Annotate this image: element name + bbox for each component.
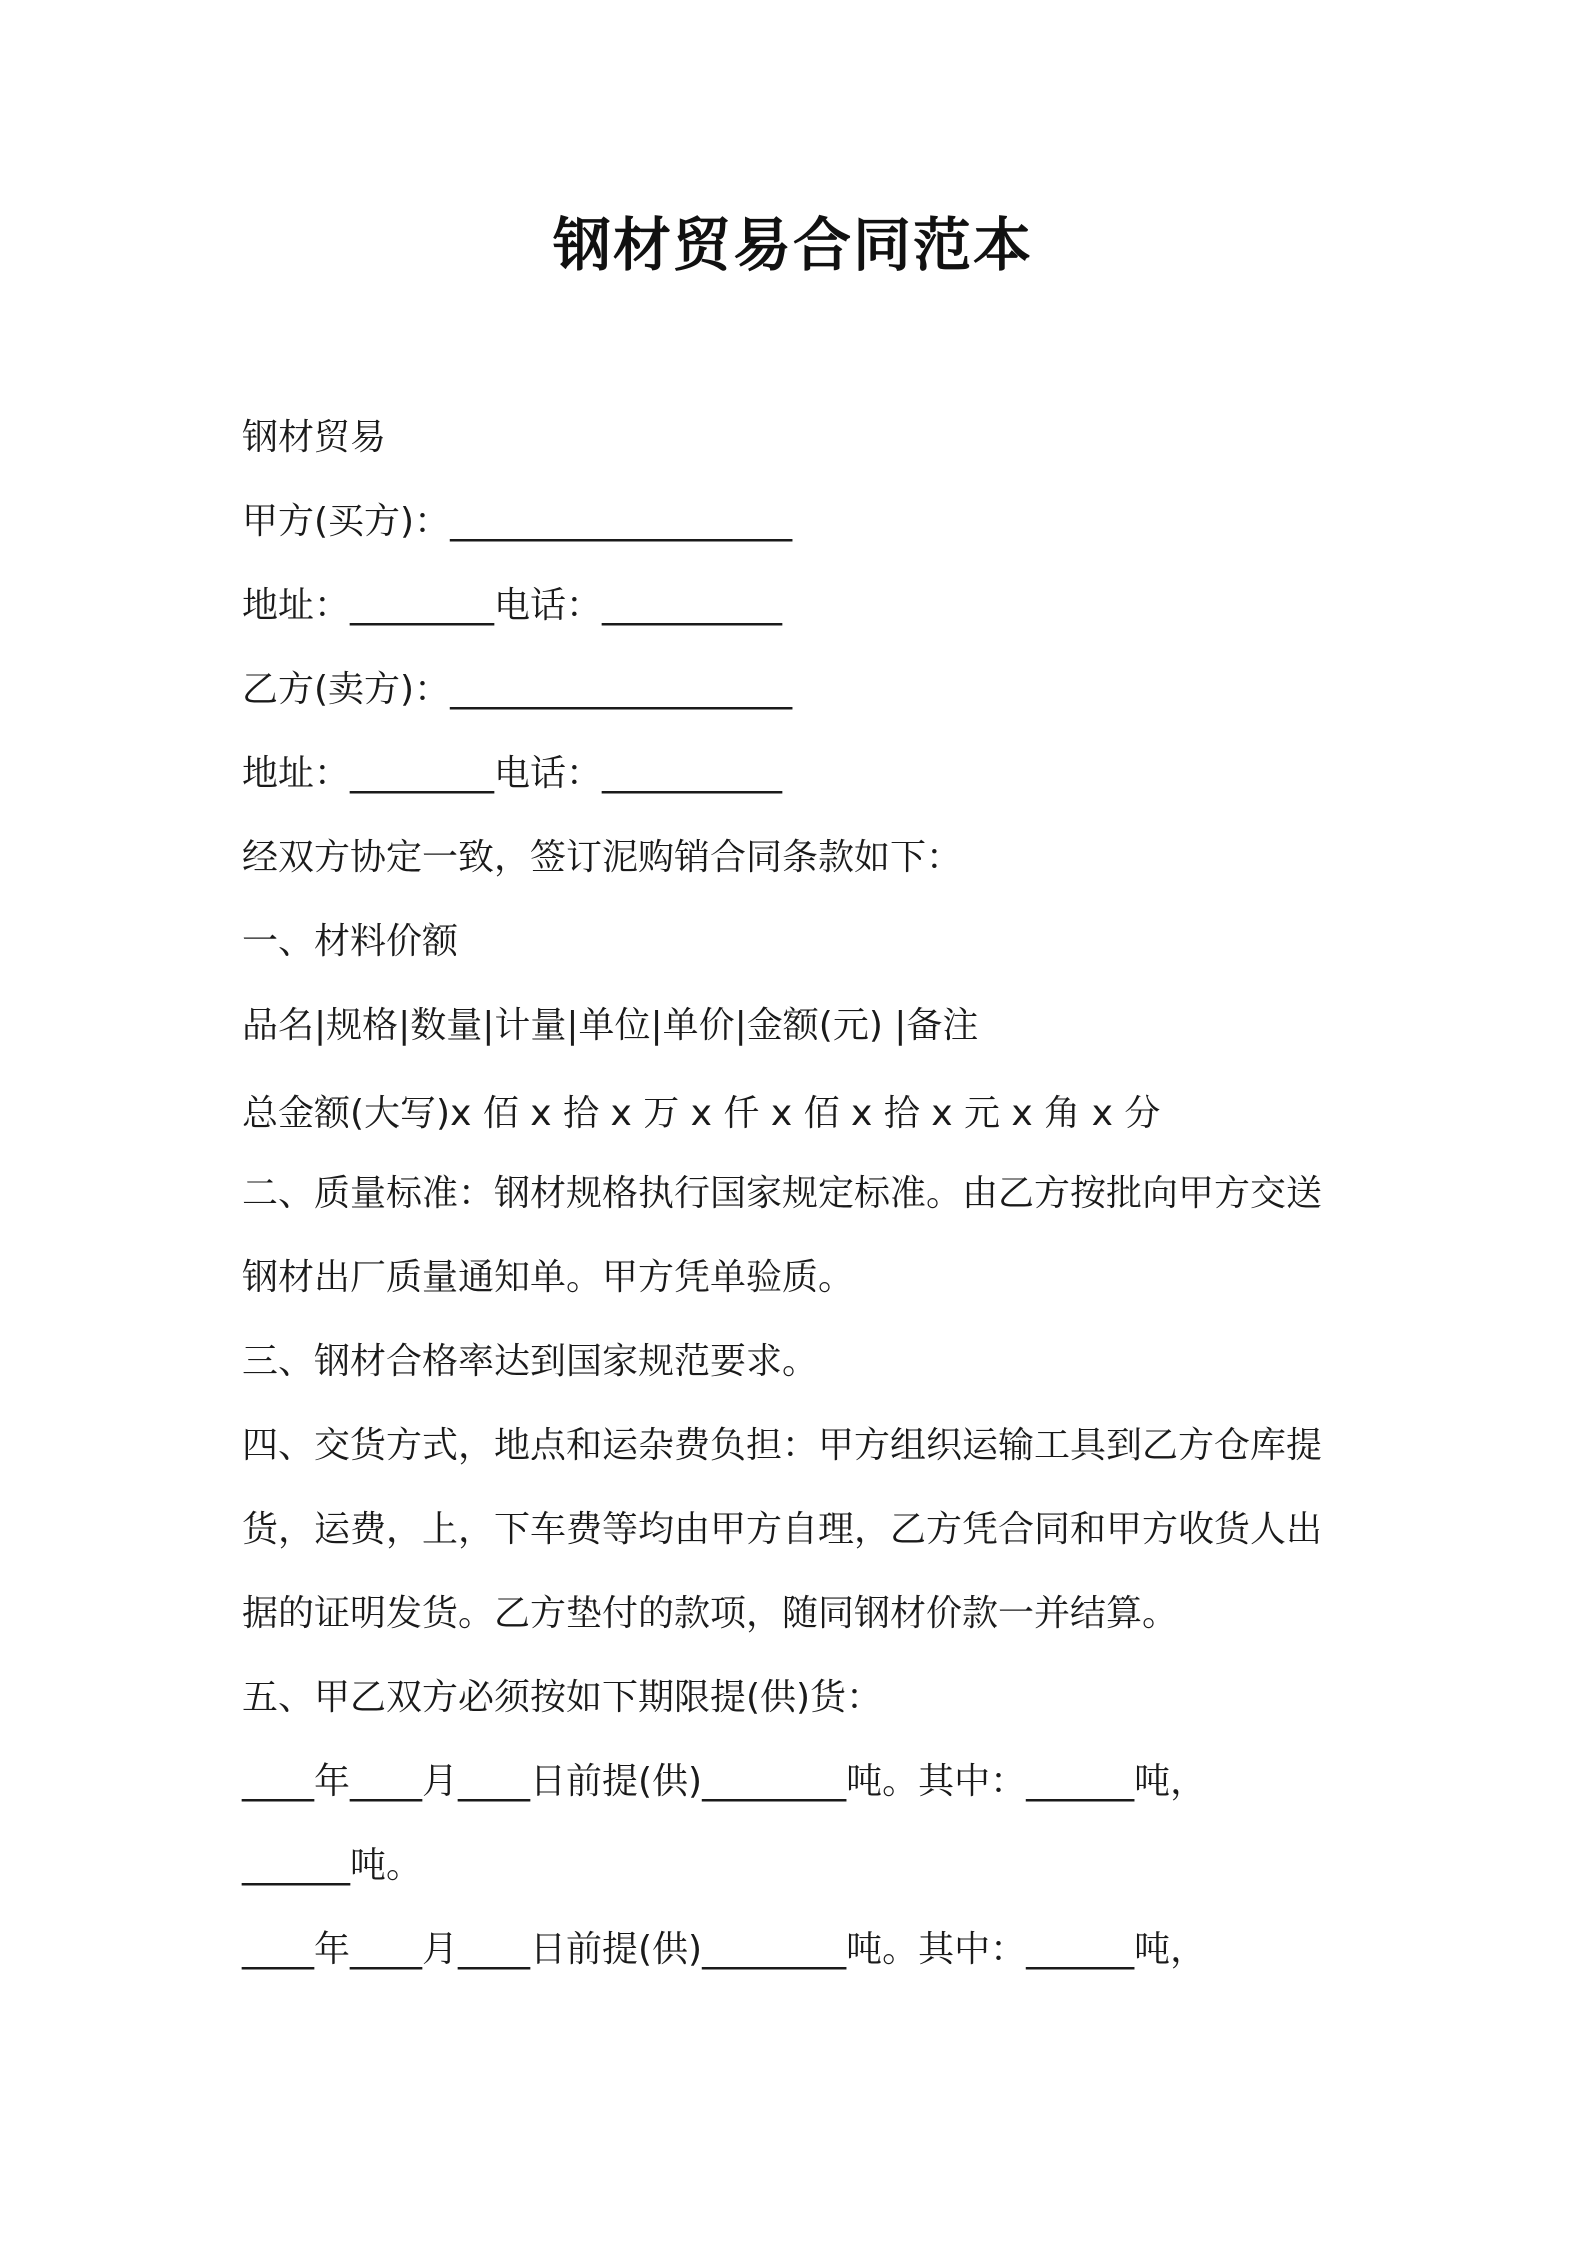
clause-4-line-3: 据的证明发货。乙方垫付的款项，随同钢材价款一并结算。 [242, 1593, 1179, 1634]
total-amount-line: 总金额(大写)x 佰 x 拾 x 万 x 仟 x 佰 x 拾 x 元 x 角 x 分 [242, 1093, 1161, 1134]
party-a-contact-line: 地址：________电话：__________ [242, 585, 783, 626]
document-title: 钢材贸易合同范本 [552, 211, 1033, 279]
delivery-schedule-1-cont: ______吨。 [242, 1845, 423, 1886]
party-b-contact-line: 地址：________电话：__________ [242, 753, 783, 794]
delivery-schedule-1: ____年____月____日前提(供)________吨。其中：______吨， [242, 1761, 1207, 1802]
clause-2-line-1: 二、质量标准：钢材规格执行国家规定标准。由乙方按批向甲方交送 [242, 1173, 1323, 1214]
clause-4-line-1: 四、交货方式，地点和运杂费负担：甲方组织运输工具到乙方仓库提 [242, 1425, 1323, 1466]
party-b-name-line: 乙方(卖方)：___________________ [242, 669, 793, 710]
clause-4-line-2: 货，运费，上，下车费等均由甲方自理，乙方凭合同和甲方收货人出 [242, 1509, 1323, 1550]
party-a-name-line: 甲方(买方)：___________________ [242, 501, 793, 542]
material-table-header: 品名|规格|数量|计量|单位|单价|金额(元) |备注 [242, 1005, 979, 1046]
intro-heading: 钢材贸易 [242, 417, 387, 458]
clause-2-line-2: 钢材出厂质量通知单。甲方凭单验质。 [242, 1257, 855, 1298]
agreement-intro: 经双方协定一致，签订泥购销合同条款如下： [242, 837, 963, 878]
clause-1-heading: 一、材料价额 [242, 921, 459, 962]
clause-5-heading: 五、甲乙双方必须按如下期限提(供)货： [242, 1677, 883, 1718]
clause-3: 三、钢材合格率达到国家规范要求。 [242, 1341, 819, 1382]
delivery-schedule-2: ____年____月____日前提(供)________吨。其中：______吨， [242, 1929, 1207, 1970]
